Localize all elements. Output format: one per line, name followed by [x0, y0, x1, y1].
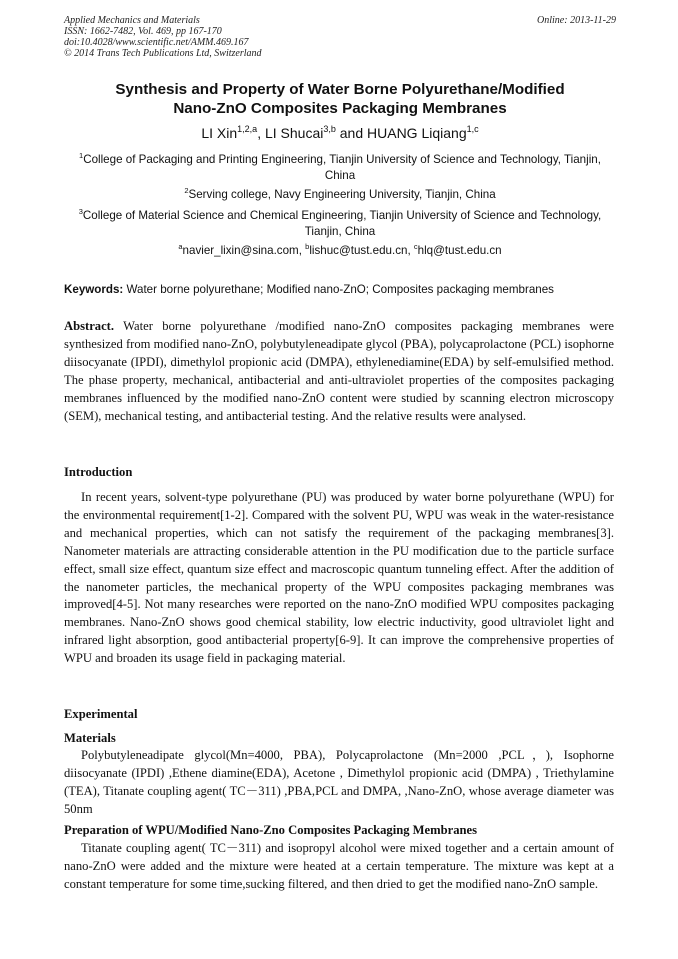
affiliation-3-mark: 3 — [78, 207, 83, 216]
author-1: LI Xin — [201, 125, 238, 141]
keywords-label: Keywords: — [64, 283, 124, 296]
subsection-heading-materials: Materials — [64, 731, 116, 745]
materials-paragraph: Polybutyleneadipate glycol(Mn=4000, PBA), Polycaprolactone (Mn=2000 ,PCL，), Isophorne diisocyanate (IPDI) ,Ethene diamine(EDA), Acetone , Dimethylol propionic acid (DMPA) , Triethylamine (TEA), Titanate coupling agent( TC－311) ,PBA,PCL and DMPA, ,Nano-ZnO, whose average diameter was 50nm — [64, 748, 614, 816]
author-separator: , — [257, 125, 265, 141]
subsection-heading-preparation: Preparation of WPU/Modified Nano-Zno Composites Packaging Membranes — [64, 823, 478, 837]
author-3-affil: 1,c — [466, 124, 479, 134]
abstract-label: Abstract. — [64, 319, 115, 333]
affiliation-2-mark: 2 — [184, 186, 189, 195]
title-line-2: Nano-ZnO Composites Packaging Membranes — [173, 100, 507, 117]
abstract-text: Water borne polyurethane /modified nano-ZnO composites packaging membranes were synthesized from modified nano-ZnO, polybutyleneadipate glycol (PBA), polycaprolactone (PCL) isophorne diisocyanate (IPDI), dimethylol propionic acid (DMPA), ethylenediamine(EDA) by self-emulsified method. The phase property, mechanical, antibacterial and anti-ultraviolet properties of the composites packaging membranes influenced by the modified nano-ZnO content were studied by scanning electron microscopy (SEM), mechanical testing, and antibacterial testing. And the relative results were analysed. — [64, 319, 614, 423]
email-b-mark: b — [305, 242, 310, 251]
email-a[interactable]: navier_lixin@sina.com, — [182, 244, 306, 257]
affiliation-1-text: College of Packaging and Printing Engineering, Tianjin University of Science and Technology, Tianjin, China — [83, 153, 601, 182]
author-3: HUANG Liqiang — [367, 125, 467, 141]
title-line-1: Synthesis and Property of Water Borne Polyurethane/Modified — [115, 81, 565, 98]
affiliation-1 — [64, 152, 616, 184]
journal-name: Applied Mechanics and Materials — [64, 15, 200, 26]
affiliation-3-text: College of Material Science and Chemical Engineering, Tianjin University of Science and Technology, Tianjin, China — [82, 209, 602, 238]
section-heading-experimental: Experimental — [64, 707, 138, 721]
journal-copyright: © 2014 Trans Tech Publications Ltd, Switzerland — [64, 48, 262, 59]
affiliation-2 — [64, 187, 616, 203]
introduction-paragraph: In recent years, solvent-type polyurethane (PU) was produced by water borne polyurethane (WPU) for the environmental requirement[1-2]. Compared with the solvent PU, WPU was weak in the water-resistance and mechanical properties, which can not satisfy the requirement of the packaging membranes[3]. Nanometer materials are attracting considerable attention in the PU modification due to the particle surface effect, small size effect, quantum size effect and macroscopic quantum tunneling effect. After the addition of the nanometer particles, the mechanical property of the WPU composites packaging membranes was improved[4-5]. Not many researches were reported on the nano-ZnO modified WPU composites packaging membranes. Nano-ZnO shows good chemical stability, low electric inductivity, good ultraviolet light and infrared light absorption, good antibacterial property[6-9]. It can improve the comprehensive properties of WPU and broaden its usage field in packaging material. — [64, 490, 614, 666]
email-c[interactable]: hlq@tust.edu.cn — [417, 244, 502, 257]
author-emails — [64, 243, 616, 259]
journal-info — [64, 15, 616, 59]
author-1-affil: 1,2,a — [237, 124, 258, 134]
email-c-mark: c — [413, 242, 418, 251]
author-list — [64, 124, 616, 142]
section-heading-introduction: Introduction — [64, 465, 133, 479]
author-2: LI Shucai — [264, 125, 324, 141]
paper-title — [64, 80, 616, 118]
online-date: Online: 2013-11-29 — [537, 15, 616, 26]
affiliation-1-mark: 1 — [79, 151, 84, 160]
email-a-mark: a — [178, 242, 183, 251]
keywords — [64, 282, 624, 298]
author-2-affil: 3,b — [323, 124, 336, 134]
email-b[interactable]: lishuc@tust.edu.cn, — [309, 244, 414, 257]
preparation-paragraph: Titanate coupling agent( TC－311) and isopropyl alcohol were mixed together and a certain amount of nano-ZnO were added and the mixture were heated at a certain temperature. The mixture was kept at a constant temperature for some time,sucking filtered, and then dried to get the modified nano-ZnO sample. — [64, 841, 614, 891]
journal-issn: ISSN: 1662-7482, Vol. 469, pp 167-170 — [64, 26, 222, 37]
journal-doi: doi:10.4028/www.scientific.net/AMM.469.167 — [64, 37, 249, 48]
affiliation-3 — [64, 208, 616, 240]
affiliation-2-text: Serving college, Navy Engineering University, Tianjin, China — [188, 188, 496, 201]
journal-header — [64, 15, 616, 59]
author-separator: and — [335, 125, 368, 141]
abstract — [64, 318, 614, 425]
keywords-text: Water borne polyurethane; Modified nano-ZnO; Composites packaging membranes — [123, 283, 554, 296]
